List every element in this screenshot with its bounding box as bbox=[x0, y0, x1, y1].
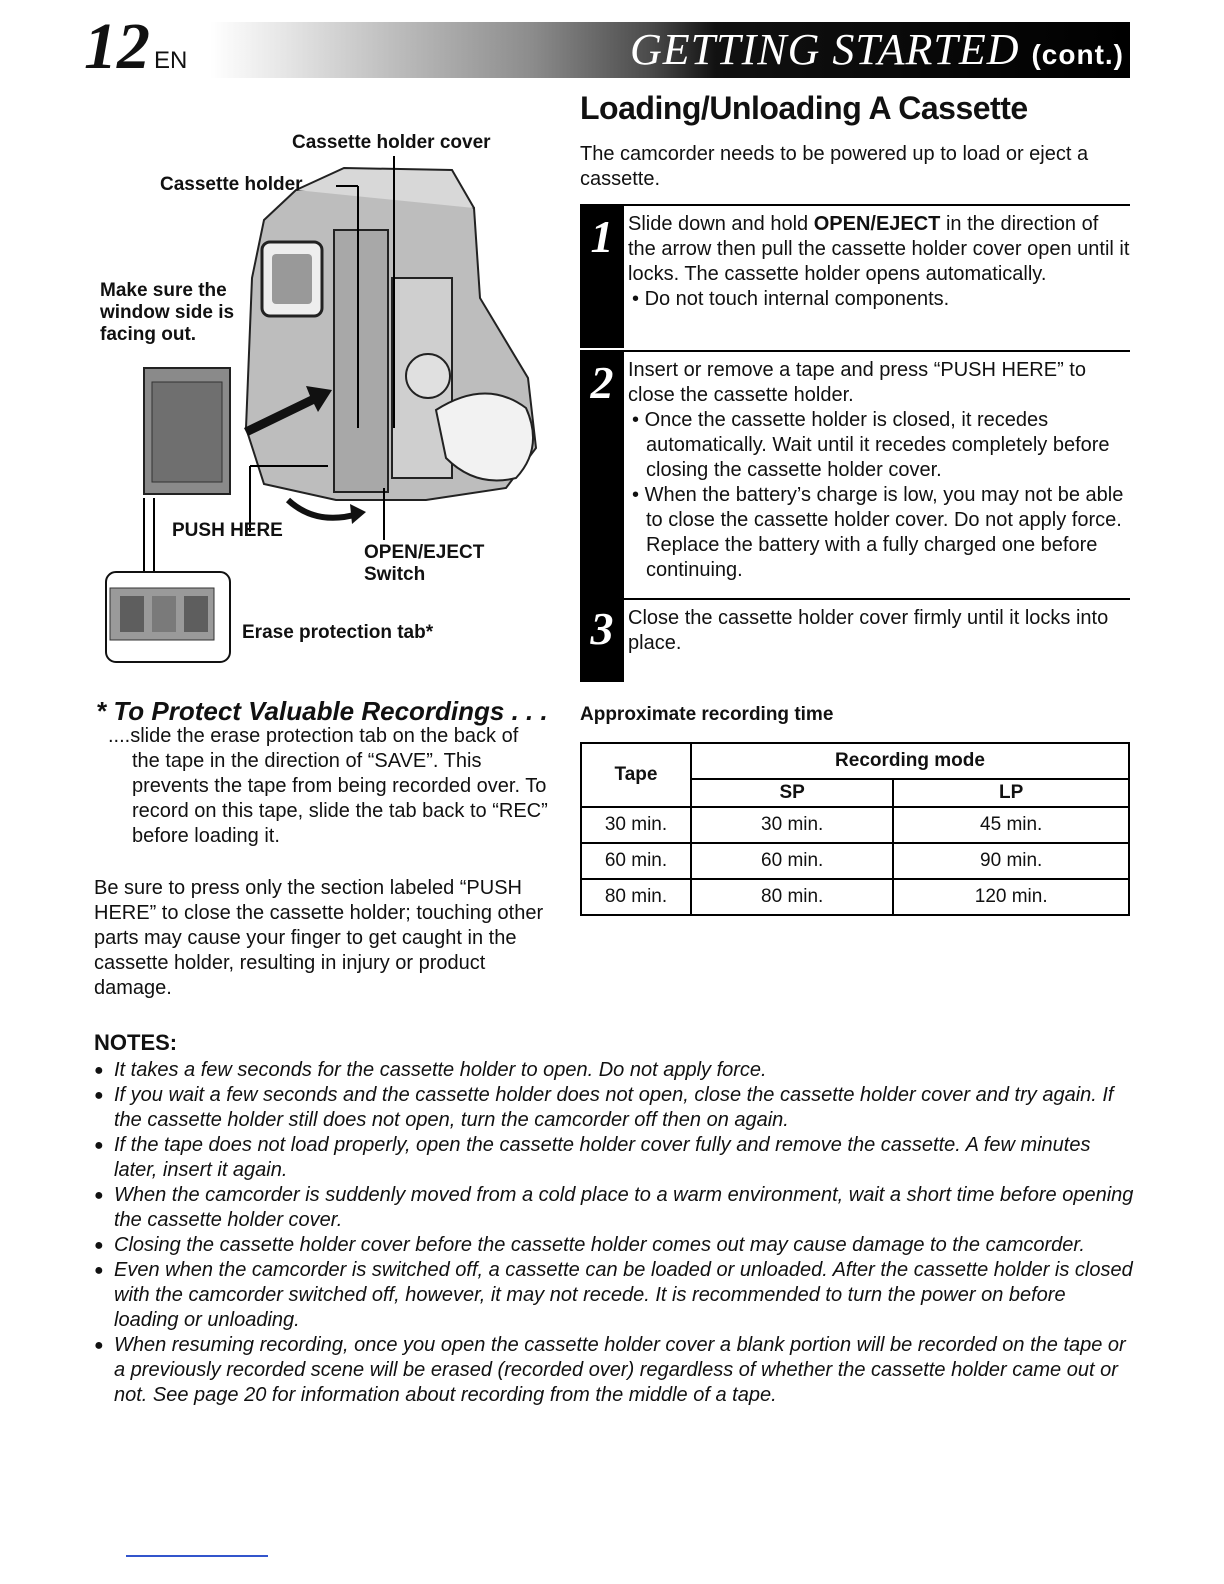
chapter-title: GETTING STARTED (cont.) bbox=[630, 25, 1124, 74]
bullet-icon: ● bbox=[94, 1137, 104, 1154]
step-divider bbox=[624, 598, 1130, 600]
list-item: ● When resuming recording, once you open the cassette holder cover a blank portion will be recorded on the tape or a previously recorded scene will be erased (recorded over) regardless of whether the cassette holder came out or not. See page 20 for information about recording from the middle of a tape. bbox=[94, 1334, 1126, 1406]
page-number: 12 EN bbox=[84, 10, 188, 83]
list-item: ● If the tape does not load properly, open the cassette holder cover fully and remove the cassette. A few minutes later, insert it again. bbox=[94, 1134, 1091, 1181]
caution-text: Be sure to press only the section labeled “PUSH HERE” to close the cassette holder; touching other parts may cause your finger to get caught in the cassette holder, resulting in injury or product damage. bbox=[94, 877, 544, 999]
step-divider bbox=[624, 350, 1130, 352]
list-item: ● Even when the camcorder is switched off, a cassette can be loaded or unloaded. After the cassette holder is closed with the camcorder switched off, however, it may not recede. It is recommended to turn the power on before loading or unloading. bbox=[94, 1259, 1133, 1331]
step-bullet: • Once the cassette holder is closed, it recedes automatically. Wait until it recedes completely before closing the cassette holder cover. bbox=[632, 409, 1110, 481]
header-banner bbox=[210, 22, 1130, 78]
section-intro: The camcorder needs to be powered up to load or eject a cassette. bbox=[580, 143, 1089, 190]
step-text: Insert or remove a tape and press “PUSH HERE” to close the cassette holder. • Once the cassette holder is closed, it recedes automatically. Wait until it recedes completely before closing the cassette holder cover. • When the battery’s charge is low, you may not be able to close the cassette holder cover. Do not apply force. Replace the battery with a fully charged one before continuing. bbox=[628, 358, 1130, 583]
protect-body: ....slide the erase protection tab on the back of the tape in the direction of “SAVE”. This prevents the tape from being recorded over. To record on this tape, slide the tab back to “REC” before loading it. bbox=[108, 725, 548, 847]
bullet-icon: ● bbox=[94, 1262, 104, 1279]
bullet-icon: ● bbox=[94, 1187, 104, 1204]
bullet-icon: ● bbox=[94, 1087, 104, 1104]
continued-label: (cont.) bbox=[1031, 39, 1124, 70]
language-code: EN bbox=[154, 47, 188, 74]
step-number: 2 bbox=[590, 357, 614, 408]
list-item: ● It takes a few seconds for the cassette holder to open. Do not apply force. bbox=[94, 1059, 767, 1081]
recording-time-label: Approximate recording time bbox=[580, 704, 834, 725]
step-bullet: • Do not touch internal components. bbox=[632, 288, 950, 310]
notes-list bbox=[94, 1058, 1134, 1408]
step-2 bbox=[580, 350, 1130, 600]
list-item: ● When the camcorder is suddenly moved from a cold place to a warm environment, wait a short time before opening the cassette holder cover. bbox=[94, 1184, 1134, 1231]
step-text: Slide down and hold OPEN/EJECT in the direction of the arrow then pull the cassette holder cover open until it locks. The cassette holder opens automatically. • Do not touch internal components. bbox=[628, 213, 1130, 310]
step-bullet: • When the battery’s charge is low, you may not be able to close the cassette holder cover. Do not apply force. Replace the battery with a fully charged one before continuing. bbox=[632, 484, 1124, 581]
callout-cassette-holder-cover: Cassette holder cover bbox=[292, 132, 491, 153]
header-tape: Tape bbox=[581, 743, 691, 807]
header-recording-mode: Recording mode bbox=[691, 743, 1129, 779]
step-text: Close the cassette holder cover firmly until it locks into place. bbox=[628, 607, 1109, 654]
camcorder-drawing bbox=[96, 128, 556, 676]
table-row: 80 min. 80 min. 120 min. bbox=[581, 879, 1129, 915]
bullet-icon: ● bbox=[94, 1337, 104, 1354]
callout-push-here: PUSH HERE bbox=[172, 520, 283, 541]
protect-title: * To Protect Valuable Recordings . . . bbox=[96, 696, 548, 726]
step-1 bbox=[580, 204, 1130, 348]
header-lp: LP bbox=[893, 779, 1129, 807]
callout-window-side: Make sure the window side is facing out. bbox=[100, 280, 235, 345]
step-number: 3 bbox=[590, 603, 614, 654]
step-divider bbox=[624, 204, 1130, 206]
recording-time-table bbox=[580, 742, 1130, 916]
table-row: 60 min. 60 min. 90 min. bbox=[581, 843, 1129, 879]
callout-cassette-holder: Cassette holder bbox=[160, 174, 303, 195]
list-item: ● Closing the cassette holder cover before the cassette holder comes out may cause damage to the camcorder. bbox=[94, 1234, 1085, 1256]
bullet-icon: ● bbox=[94, 1062, 104, 1079]
table-row: 30 min. 30 min. 45 min. bbox=[581, 807, 1129, 843]
header-sp: SP bbox=[691, 779, 893, 807]
camcorder-illustration bbox=[96, 128, 556, 676]
step-3 bbox=[580, 598, 1130, 682]
list-item: ● If you wait a few seconds and the cassette holder does not open, close the cassette holder cover and try again. If the cassette holder still does not open, turn the camcorder off then on again. bbox=[94, 1084, 1114, 1131]
bullet-icon: ● bbox=[94, 1237, 104, 1254]
section-title: Loading/Unloading A Cassette bbox=[580, 90, 1028, 126]
step-number: 1 bbox=[590, 211, 614, 262]
callout-erase-tab: Erase protection tab* bbox=[242, 622, 434, 643]
footer-rule bbox=[126, 1555, 268, 1557]
callout-open-eject: OPEN/EJECT Switch bbox=[364, 542, 485, 585]
notes-title: NOTES: bbox=[94, 1030, 178, 1055]
